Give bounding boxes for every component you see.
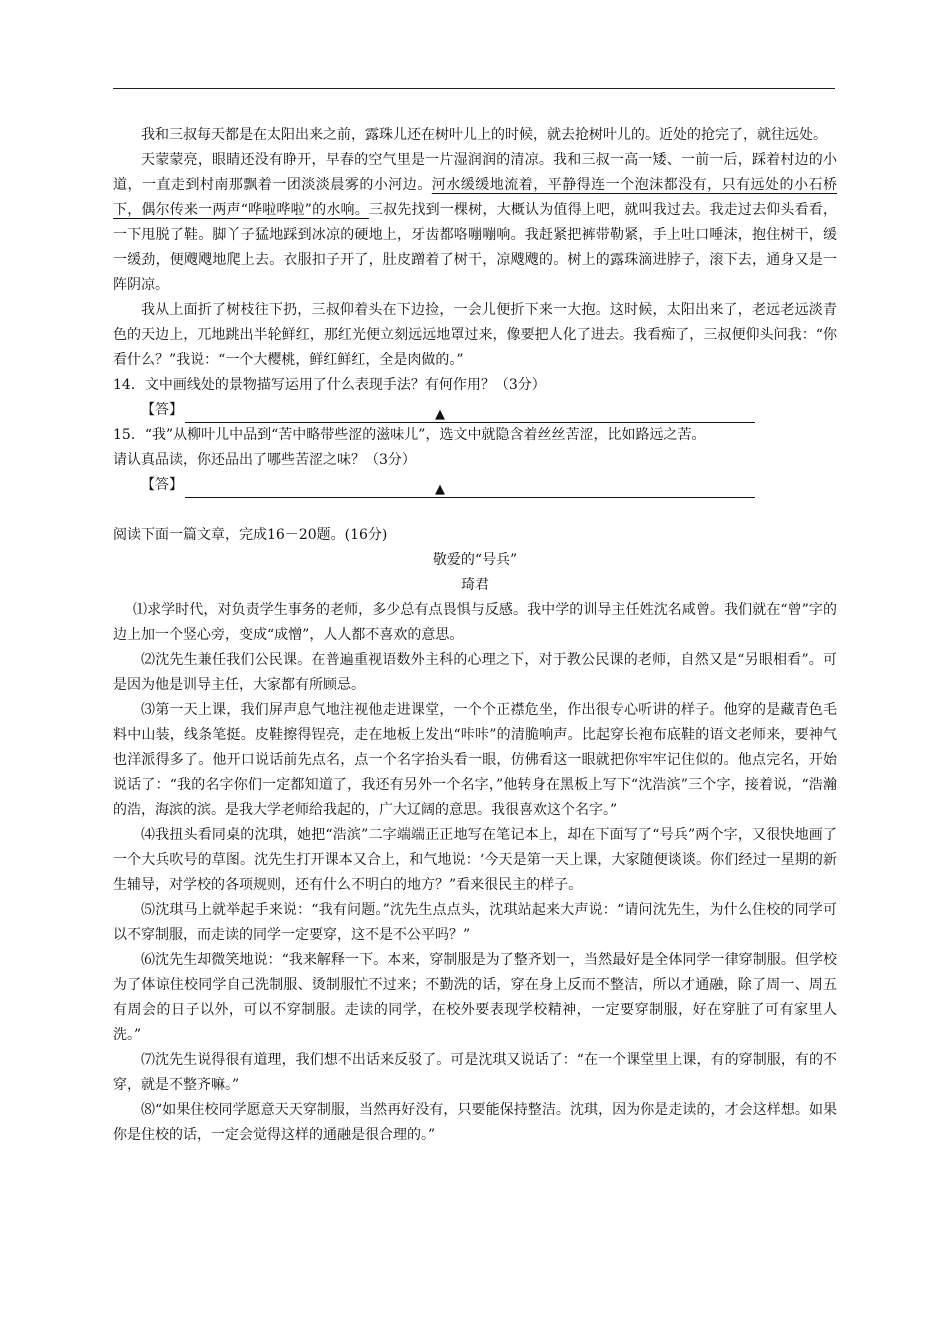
passage1-paragraph-1: 我和三叔每天都是在太阳出来之前，露珠儿还在树叶儿上的时候，就去抢树叶儿的。近处的抢完了，就往远处。 [141, 127, 827, 143]
article-paragraph-8: ⑻“如果住校同学愿意天天穿制服，当然再好没有，只要能保持整洁。沈琪，因为你是走读的，才会这样想。如果你是住校的话，一定会觉得这样的通融是很合理的。” [113, 1102, 837, 1143]
question-15-line-2: 请认真品读，你还品出了哪些苦涩之味？（3分） [113, 452, 416, 468]
passage1-p2-before: 天蒙蒙亮，眼睛还没有睁开，早春的空气里是一片湿润润的清凉。我和三叔一高一矮、一前一后，踩着村边的小道，一直走到村南那飘着一团淡淡晨雾的小河边。 [113, 152, 837, 193]
section2-instruction: 阅读下面一篇文章，完成16－20题。(16分) [113, 527, 388, 543]
page-content [113, 123, 837, 1148]
article-paragraph-1: ⑴求学时代，对负责学生事务的老师，多少总有点畏惧与反感。我中学的训导主任姓沈名咸曾。我们就在“曾”字的边上加一个竖心旁，变成“成憎”，人人都不喜欢的意思。 [113, 602, 837, 643]
triangle-marker-icon: ▲ [435, 482, 445, 497]
passage1-paragraph-2 [113, 148, 837, 298]
passage1-p2-after: 三叔先找到一棵树，大概认为值得上吧，就叫我过去。我走过去仰头看看，一下甩脱了鞋。脚丫子猛地踩到冰凉的硬地上，牙齿都咯嘣嘣响。我赶紧把裤带勒紧，手上吐口唾沫，抱住树干，缓一缓劲，便飕飕地爬上去。衣服扣子开了，肚皮蹭着了树干，凉飕飕的。树上的露珠滴进脖子，滚下去，通身又是一阵阴凉。 [113, 202, 837, 293]
underlined-scenery-description: 河水缓缓地流着，平静得连一个泡沫都没有，只有远处的小石桥下，偶尔传来一两声“哗啦哗啦”的水响。 [113, 177, 838, 218]
answer-line-15[interactable] [185, 481, 755, 498]
article-title: 敬爱的“号兵” [432, 552, 518, 568]
answer-line-14[interactable] [185, 406, 755, 423]
article-paragraph-7: ⑺沈先生说得很有道理，我们想不出话来反驳了。可是沈琪又说话了：“在一个课堂里上课，有的穿制服，有的不穿，就是不整齐嘛。” [113, 1052, 837, 1093]
article-paragraph-6: ⑹沈先生却微笑地说：“我来解释一下。本来，穿制服是为了整齐划一，当然最好是全体同学一律穿制服。但学校为了体谅住校同学自己洗制服、烫制服忙不过来；不勤洗的话，穿在身上反而不整洁，所以才通融，除了周一、周五有周会的日子以外，可以不穿制服。走读的同学，在校外要表现学校精神，一定要穿制服，好在穿脏了可有家里人洗。” [113, 952, 837, 1043]
article-author: 琦君 [461, 577, 489, 593]
question-15-line-1: 15．“我”从柳叶儿中品到“苦中略带些涩的滋味儿”，选文中就隐含着丝丝苦涩，比如路远之苦。 [113, 427, 706, 443]
triangle-marker-icon: ▲ [435, 407, 445, 422]
answer-label: 【答】 [141, 402, 183, 418]
answer-row-14 [113, 398, 837, 423]
article-paragraph-4: ⑷我扭头看同桌的沈琪，她把“浩滨”二字端端正正地写在笔记本上，却在下面写了“号兵”两个字，又很快地画了一个大兵吹号的草图。沈先生打开课本又合上，和气地说：‘今天是第一天上课，大家随便谈谈。你们经过一星期的新生辅导，对学校的各项规则，还有什么不明白的地方？”看来很民主的样子。 [113, 827, 837, 893]
answer-label: 【答】 [141, 477, 183, 493]
passage1-paragraph-3: 我从上面折了树枝往下扔，三叔仰着头在下边捡，一会儿便折下来一大抱。这时候，太阳出来了，老远老远淡青色的天边上，兀地跳出半轮鲜红，那红光便立刻远远地罩过来，像要把人化了进去。我看痴了，三叔便仰头问我：“你看什么？”我说：“一个大樱桃，鲜红鲜红，全是肉做的。” [113, 302, 837, 368]
question-14: 14．文中画线处的景物描写运用了什么表现手法？有何作用？（3分） [113, 377, 546, 393]
article-paragraph-5: ⑸沈琪马上就举起手来说：“我有问题。”沈先生点点头，沈琪站起来大声说：“请问沈先生，为什么住校的同学可以不穿制服，而走读的同学一定要穿，这不是不公平吗？” [113, 902, 837, 943]
answer-row-15 [113, 473, 837, 498]
header-rule [113, 88, 835, 89]
article-paragraph-2: ⑵沈先生兼任我们公民课。在普遍重视语数外主科的心理之下，对于教公民课的老师，自然又是“另眼相看”。可是因为他是训导主任，大家都有所顾忌。 [113, 652, 837, 693]
article-paragraph-3: ⑶第一天上课，我们屏声息气地注视他走进课堂，一个个正襟危坐，作出很专心听讲的样子。他穿的是藏青色毛料中山装，线条笔挺。皮鞋擦得锃亮，走在地板上发出“咔咔”的清脆响声。比起穿长袍布底鞋的语文老师来，要神气也洋派得多了。他开口说话前先点名，点一个名字抬头看一眼，仿佛看这一眼就把你牢牢记住似的。他点完名，开始说话了：“我的名字你们一定都知道了，我还有另外一个名字，”他转身在黑板上写下“沈浩滨”三个字，接着说，“浩瀚的浩，海滨的滨。是我大学老师给我起的，广大辽阔的意思。我很喜欢这个名字。” [113, 702, 837, 818]
